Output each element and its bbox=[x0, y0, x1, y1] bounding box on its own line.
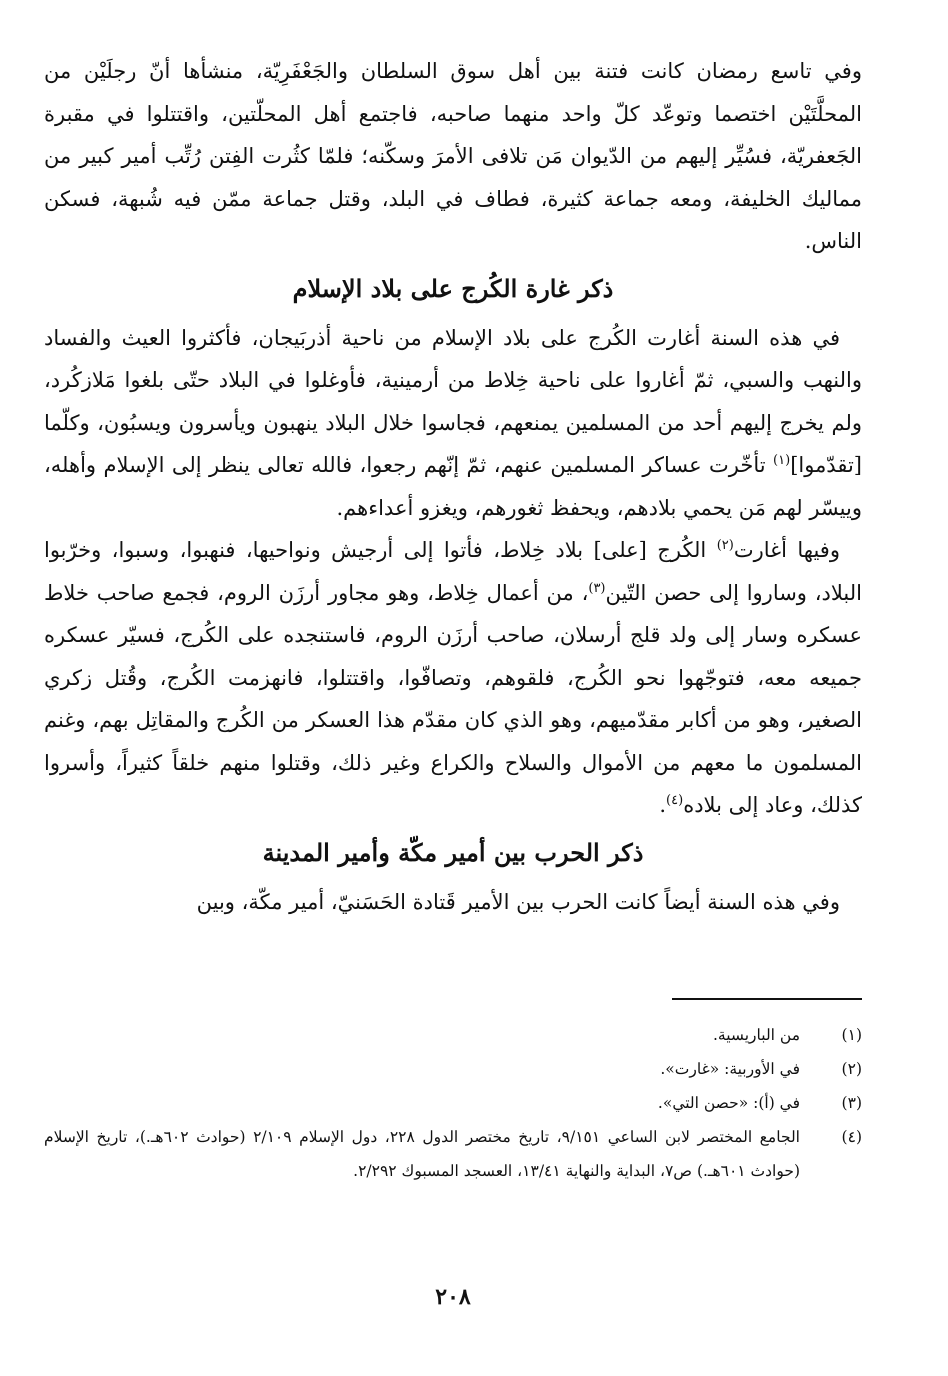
footnote-reference-4: (٤) bbox=[666, 793, 684, 808]
footnote-item bbox=[44, 1018, 862, 1052]
section-heading-mecca-medina-war: ذكر الحرب بين أمير مكّة وأمير المدينة bbox=[262, 837, 644, 867]
footnote-item bbox=[44, 1120, 862, 1188]
paragraph-text: ، من أعمال خِلاط، وهو مجاور أرزَن الروم، فجمع صاحب خلاط عسكره وسار إلى ولد قلج أرسلان، صاحب أرزَن الروم، فاستنجده على الكُرج، فسيّر عسكره جميعه معه، فتوجّهوا نحو الكُرج، فلقوهم، وتصافّوا، واقتتلوا، فانهزمت الكُرج، وقُتل زكري الصغير، وهو من أكابر مقدّميهم، وهو الذي كان مقدّم هذا العسكر من الكُرج والمقاتِل بهم، وغنم المسلمون ما معهم من الأموال والسلاح والكراع وغير ذلك، وقتلوا منهم خلقاً كثيراً، وأسروا كذلك، وعاد إلى بلاده bbox=[44, 580, 862, 817]
footnotes-section bbox=[44, 1018, 862, 1188]
paragraph-ramadan-fitna: وفي تاسع رمضان كانت فتنة بين أهل سوق السلطان والجَعْفَرِيّة، منشأها أنّ رجلَيْن من المحلَّتَيْن اختصما وتوعّد كلّ واحد منهما صاحبه، فاجتمع أهل المحلّتين، واقتتلوا في مقبرة الجَعفريّة، فسُيِّر إليهم من الدّيوان مَن تلافى الأمرَ وسكّنه؛ فلمّا كثُرت الفِتن رُتِّب أمير كبير من مماليك الخليفة، ومعه جماعة كثيرة، فطاف في البلد، وقتل جماعة ممّن فيه شُبهة، فسكن الناس. bbox=[44, 59, 862, 253]
footnote-separator bbox=[672, 998, 862, 1000]
paragraph-text: وفيها أغارت bbox=[733, 538, 840, 562]
paragraph-text: . bbox=[659, 793, 667, 817]
document-page bbox=[44, 50, 862, 1376]
footnote-reference-3: (٣) bbox=[588, 580, 606, 596]
paragraph-text: في هذه السنة أغارت الكُرج على بلاد الإسلام من ناحية أذربَيجان، فأكثروا العيث والفساد والنهب والسبي، ثمّ أغاروا على ناحية خِلاط من أرمينية، فأوغلوا في البلاد حتّى بلغوا مَلازكُرد، ولم يخرج إليهم أحد من المسلمين يمنعهم، فجاسوا خلال البلاد ينهبون ويأسرون ويسبُون، وكلّما [تقدّموا] bbox=[44, 325, 863, 477]
footnote-reference-1: (١) bbox=[773, 453, 791, 468]
page-number: ٢٠٨ bbox=[435, 1284, 471, 1310]
footnote-text: الجامع المختصر لابن الساعي ٩/١٥١، تاريخ مختصر الدول ٢٢٨، دول الإسلام ٢/١٠٩ (حوادث ٦٠٢هـ.)، تاريخ الإسلام (حوادث ٦٠١هـ.) ص٧، البداية والنهاية ١٣/٤١، العسجد المسبوك ٢/٢٩٢. bbox=[44, 1128, 800, 1180]
paragraph-khilat-raid bbox=[44, 529, 862, 827]
paragraph-text: تأخّرت عساكر المسلمين عنهم، ثمّ إنّهم رجعوا، فالله تعالى ينظر إلى الإسلام وأهله، وييسّر لهم مَن يحمي بلادهم، ويحفظ ثغورهم، ويغزو أعداءهم. bbox=[44, 453, 862, 520]
footnote-reference-2: (٢) bbox=[716, 538, 734, 553]
footnote-number: (٢) bbox=[841, 1060, 862, 1078]
paragraph-georgian-raid bbox=[44, 317, 862, 530]
paragraph-mecca-war: وفي هذه السنة أيضاً كانت الحرب بين الأمير قَتادة الحَسَنيّ، أمير مكّة، وبين bbox=[196, 889, 840, 914]
footnote-text: في الأوربية: «غارت». bbox=[660, 1060, 800, 1078]
section-heading-georgian-raid: ذكر غارة الكُرج على بلاد الإسلام bbox=[292, 273, 614, 303]
paragraph-text: الكُرج [على] بلاد خِلاط، فأتوا إلى أرجيش ونواحيها، فنهبوا، وسبوا، وخرّبوا البلاد، وساروا إلى حصن التّين bbox=[44, 538, 862, 605]
footnote-text: في (أ): «حصن التي». bbox=[657, 1094, 800, 1112]
footnote-text: من الباريسية. bbox=[713, 1026, 800, 1044]
footnote-number: (٣) bbox=[841, 1094, 862, 1112]
footnote-item bbox=[44, 1052, 862, 1086]
footnote-number: (١) bbox=[841, 1026, 862, 1044]
footnote-item bbox=[44, 1086, 862, 1120]
footnote-number: (٤) bbox=[841, 1128, 862, 1146]
